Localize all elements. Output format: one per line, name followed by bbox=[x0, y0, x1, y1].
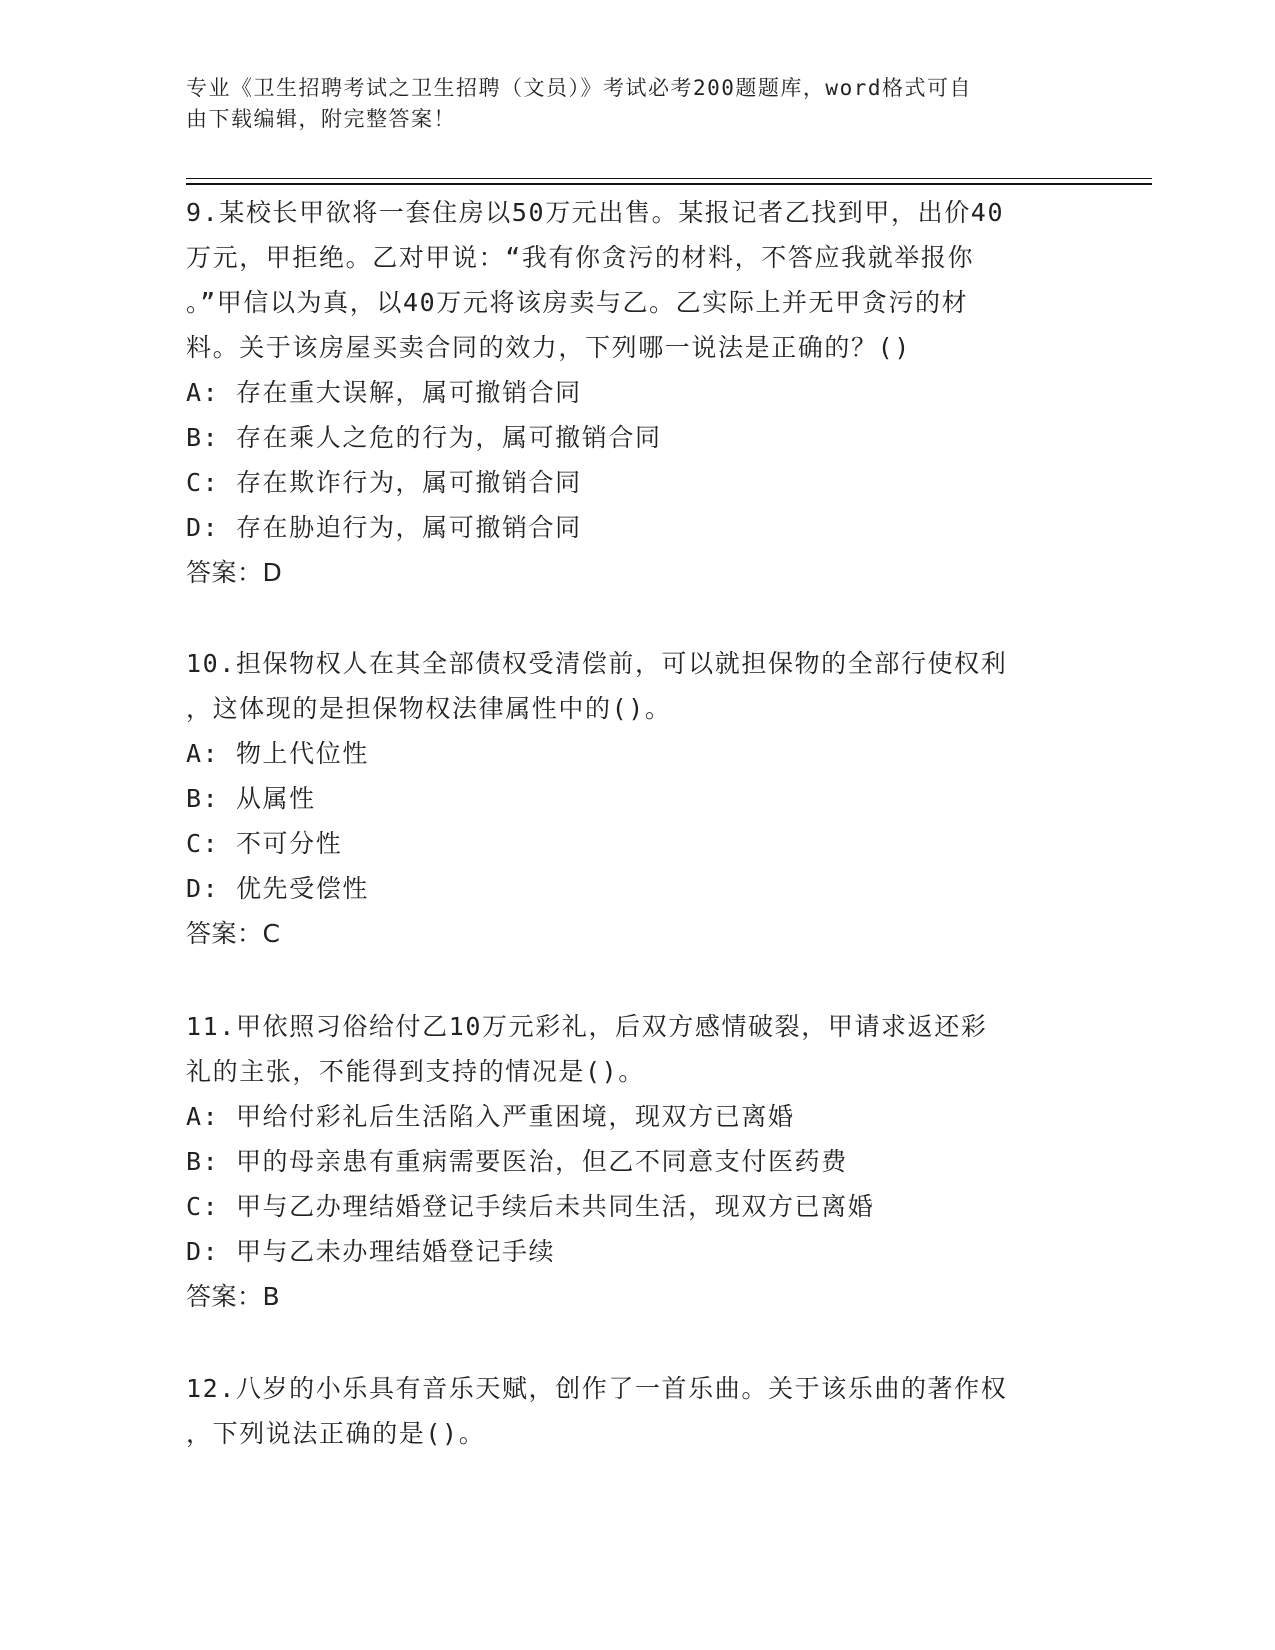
question-stem bbox=[186, 190, 1086, 370]
question-line: 礼的主张，不能得到支持的情况是()。 bbox=[186, 1057, 645, 1086]
header-line-1: 专业《卫生招聘考试之卫生招聘（文员）》考试必考200题题库，word格式可自 bbox=[186, 76, 972, 100]
header-divider-thin bbox=[186, 178, 1152, 179]
answer-line: 答案：C bbox=[186, 919, 281, 948]
option-a: A: 甲给付彩礼后生活陷入严重困境，现双方已离婚 bbox=[186, 1102, 795, 1131]
header-line-2: 由下载编辑，附完整答案！ bbox=[186, 107, 456, 131]
question-line: 料。关于该房屋买卖合同的效力，下列哪一说法是正确的？() bbox=[186, 333, 911, 362]
question-line: 12.八岁的小乐具有音乐天赋，创作了一首乐曲。关于该乐曲的著作权 bbox=[186, 1374, 1008, 1403]
option-c: C: 不可分性 bbox=[186, 829, 343, 858]
document-header bbox=[186, 73, 1066, 135]
question-line: ，这体现的是担保物权法律属性中的()。 bbox=[186, 694, 672, 723]
option-d: D: 存在胁迫行为，属可撤销合同 bbox=[186, 513, 582, 542]
option-b: B: 甲的母亲患有重病需要医治，但乙不同意支付医药费 bbox=[186, 1147, 848, 1176]
option-b: B: 存在乘人之危的行为，属可撤销合同 bbox=[186, 423, 662, 452]
option-c: C: 存在欺诈行为，属可撤销合同 bbox=[186, 468, 582, 497]
question-11 bbox=[186, 1004, 1086, 1319]
option-a: A: 存在重大误解，属可撤销合同 bbox=[186, 378, 582, 407]
option-d: D: 优先受偿性 bbox=[186, 874, 369, 903]
option-a: A: 物上代位性 bbox=[186, 739, 369, 768]
option-b: B: 从属性 bbox=[186, 784, 316, 813]
question-stem bbox=[186, 641, 1086, 731]
question-9 bbox=[186, 190, 1086, 595]
option-d: D: 甲与乙未办理结婚登记手续 bbox=[186, 1237, 556, 1266]
question-line: 10.担保物权人在其全部债权受清偿前，可以就担保物的全部行使权利 bbox=[186, 649, 1008, 678]
answer-line: 答案：D bbox=[186, 558, 283, 587]
question-line: 万元，甲拒绝。乙对甲说：“我有你贪污的材料，不答应我就举报你 bbox=[186, 243, 975, 272]
question-stem bbox=[186, 1366, 1086, 1456]
question-stem bbox=[186, 1004, 1086, 1094]
question-line: 。”甲信以为真，以40万元将该房卖与乙。乙实际上并无甲贪污的材 bbox=[186, 288, 969, 317]
header-divider-thick bbox=[186, 183, 1152, 185]
question-line: ，下列说法正确的是()。 bbox=[186, 1419, 486, 1448]
option-c: C: 甲与乙办理结婚登记手续后未共同生活，现双方已离婚 bbox=[186, 1192, 875, 1221]
question-line: 9.某校长甲欲将一套住房以50万元出售。某报记者乙找到甲，出价40 bbox=[186, 198, 1005, 227]
question-12 bbox=[186, 1366, 1086, 1456]
question-10 bbox=[186, 641, 1086, 956]
question-line: 11.甲依照习俗给付乙10万元彩礼，后双方感情破裂，甲请求返还彩 bbox=[186, 1012, 988, 1041]
answer-line: 答案：B bbox=[186, 1282, 281, 1311]
